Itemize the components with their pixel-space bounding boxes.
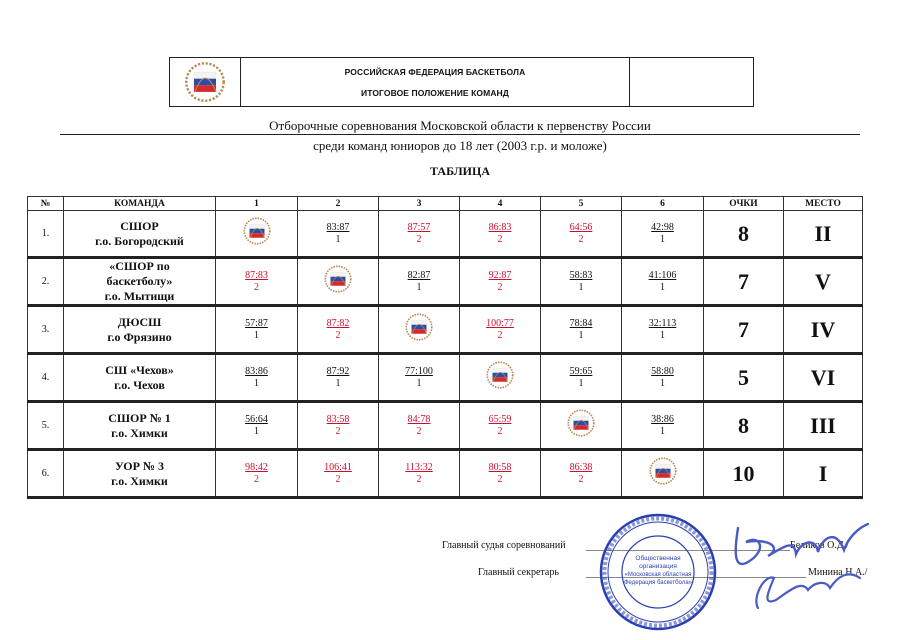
final-place: VI — [784, 354, 863, 402]
header-col-4: 4 — [460, 197, 541, 211]
final-place: I — [784, 450, 863, 498]
federation-logo-icon — [648, 456, 678, 486]
team-name-line: г.о Фрязино — [107, 329, 172, 344]
match-result-cell — [460, 450, 541, 498]
official-stamp-icon — [598, 512, 718, 632]
match-points: 1 — [254, 377, 259, 389]
match-points: 1 — [254, 425, 259, 437]
row-number: 6. — [28, 450, 64, 498]
match-result-cell — [460, 211, 541, 258]
match-points: 2 — [497, 329, 503, 341]
team-name-line: СШ «Чехов» — [105, 362, 174, 377]
match-points: 2 — [497, 281, 503, 293]
table-row — [28, 258, 863, 306]
team-name-line: ДЮСШ — [117, 314, 162, 329]
match-score: 65:59 — [488, 413, 512, 425]
team-name — [64, 354, 216, 402]
match-points: 2 — [335, 329, 341, 341]
match-score: 32:113 — [648, 317, 677, 329]
match-result-cell — [622, 306, 704, 354]
header-title-block — [241, 58, 630, 106]
federation-logo-icon — [183, 60, 227, 104]
team-name-line: баскетболу» — [106, 274, 173, 288]
match-points: 2 — [335, 425, 341, 437]
match-score: 38:86 — [651, 413, 674, 425]
match-score: 59:65 — [569, 365, 593, 377]
match-points: 1 — [660, 233, 665, 245]
federation-logo-icon — [566, 408, 596, 438]
match-result-cell — [541, 306, 622, 354]
match-score: 83:58 — [326, 413, 350, 425]
self-match-cell — [379, 306, 460, 354]
total-points: 8 — [704, 211, 784, 258]
match-score: 86:38 — [569, 461, 593, 473]
match-points: 1 — [660, 329, 665, 341]
match-result-cell — [622, 258, 704, 306]
self-match-cell — [622, 450, 704, 498]
match-points: 1 — [416, 377, 422, 389]
header-col-2: 2 — [298, 197, 379, 211]
match-result-cell — [460, 258, 541, 306]
team-name-line: г.о. Чехов — [114, 377, 165, 392]
match-result-cell — [541, 450, 622, 498]
match-result-cell — [298, 354, 379, 402]
judge-name: Беликов О.Д./ — [790, 540, 849, 551]
self-match-cell — [298, 258, 379, 306]
match-result-cell — [622, 211, 704, 258]
judge-label: Главный судья соревнований — [442, 540, 566, 551]
row-number: 1. — [28, 211, 64, 258]
match-points: 1 — [660, 425, 665, 437]
row-number: 2. — [28, 258, 64, 306]
match-result-cell — [379, 450, 460, 498]
match-points: 2 — [497, 233, 503, 245]
header-empty-cell — [630, 58, 753, 106]
match-score: 58:80 — [651, 365, 674, 377]
row-number: 4. — [28, 354, 64, 402]
final-place: IV — [784, 306, 863, 354]
match-points: 2 — [254, 473, 259, 485]
team-name-line: УОР № 3 — [115, 458, 164, 473]
match-points: 1 — [335, 233, 341, 245]
header-points: ОЧКИ — [704, 197, 784, 211]
header-col-5: 5 — [541, 197, 622, 211]
match-result-cell — [541, 354, 622, 402]
match-score: 87:92 — [326, 365, 350, 377]
table-row — [28, 306, 863, 354]
match-points: 1 — [254, 329, 259, 341]
match-score: 56:64 — [245, 413, 268, 425]
match-points: 1 — [578, 281, 584, 293]
match-result-cell — [379, 258, 460, 306]
match-result-cell — [216, 402, 298, 450]
federation-logo-icon — [485, 360, 515, 390]
final-place: V — [784, 258, 863, 306]
match-result-cell — [622, 402, 704, 450]
team-name — [64, 306, 216, 354]
match-result-cell — [298, 450, 379, 498]
header-place: МЕСТО — [784, 197, 863, 211]
match-result-cell — [216, 354, 298, 402]
title-rule — [60, 134, 860, 135]
competition-title: Отборочные соревнования Московской области к первенству России — [269, 118, 651, 133]
header-line-1: РОССИЙСКАЯ ФЕДЕРАЦИЯ БАСКЕТБОЛА — [344, 66, 526, 77]
federation-logo-icon — [242, 216, 272, 246]
stamp-line-2: организация — [639, 563, 677, 570]
match-points: 2 — [416, 473, 422, 485]
match-points: 2 — [497, 473, 503, 485]
team-name — [64, 211, 216, 258]
match-result-cell — [379, 354, 460, 402]
match-points: 2 — [578, 233, 584, 245]
match-result-cell — [460, 306, 541, 354]
match-points: 1 — [335, 377, 341, 389]
match-result-cell — [298, 402, 379, 450]
match-result-cell — [622, 354, 704, 402]
table-heading: ТАБЛИЦА — [430, 164, 490, 178]
final-place: II — [784, 211, 863, 258]
table-row — [28, 402, 863, 450]
handwritten-signatures-icon — [718, 508, 878, 628]
match-points: 1 — [660, 281, 665, 293]
header-line-2: ИТОГОВОЕ ПОЛОЖЕНИЕ КОМАНД — [361, 87, 509, 98]
match-score: 86:83 — [488, 221, 512, 233]
total-points: 7 — [704, 306, 784, 354]
table-row — [28, 450, 863, 498]
match-score: 58:83 — [569, 269, 593, 281]
match-score: 87:82 — [326, 317, 350, 329]
header-col-1: 1 — [216, 197, 298, 211]
header-box — [169, 57, 754, 107]
match-score: 84:78 — [407, 413, 431, 425]
header-team: КОМАНДА — [64, 197, 216, 211]
match-result-cell — [298, 211, 379, 258]
match-points: 2 — [416, 233, 422, 245]
match-points: 2 — [416, 425, 422, 437]
stamp-line-1: Общественная — [635, 555, 681, 562]
match-score: 113:32 — [405, 461, 433, 473]
secretary-name: Минина Н.А./ — [808, 567, 868, 578]
match-result-cell — [216, 306, 298, 354]
federation-logo-cell — [170, 58, 241, 106]
self-match-cell — [216, 211, 298, 258]
team-name-line: г.о. Богородский — [95, 233, 184, 248]
match-points: 2 — [335, 473, 341, 485]
match-score: 98:42 — [245, 461, 268, 473]
match-score: 83:86 — [245, 365, 268, 377]
match-score: 42:98 — [651, 221, 674, 233]
total-points: 7 — [704, 258, 784, 306]
competition-subtitle: среди команд юниоров до 18 лет (2003 г.р. и моложе) — [313, 138, 607, 153]
team-name-line: г.о. Химки — [111, 425, 168, 440]
stamp-line-3: «Московская областная — [624, 572, 692, 578]
header-col-6: 6 — [622, 197, 704, 211]
match-score: 41:106 — [648, 269, 677, 281]
final-place: III — [784, 402, 863, 450]
team-name — [64, 402, 216, 450]
federation-logo-icon — [404, 312, 434, 342]
match-result-cell — [460, 402, 541, 450]
header-col-3: 3 — [379, 197, 460, 211]
stamp-line-4: Федерация баскетбола» — [623, 580, 693, 586]
standings-table — [27, 196, 863, 499]
table-body — [28, 211, 863, 498]
match-score: 77:100 — [405, 365, 433, 377]
self-match-cell — [460, 354, 541, 402]
secretary-label: Главный секретарь — [478, 567, 559, 578]
team-name-line: СШОР № 1 — [108, 410, 171, 425]
match-result-cell — [541, 258, 622, 306]
team-name-line: г.о. Мытищи — [104, 289, 175, 303]
match-score: 83:87 — [326, 221, 350, 233]
row-number: 5. — [28, 402, 64, 450]
match-points: 2 — [578, 473, 584, 485]
match-score: 106:41 — [324, 461, 352, 473]
match-points: 1 — [660, 377, 665, 389]
team-name-line: СШОР — [120, 218, 159, 233]
team-name — [64, 450, 216, 498]
total-points: 5 — [704, 354, 784, 402]
federation-logo-icon — [323, 264, 353, 294]
table-row — [28, 354, 863, 402]
match-points: 2 — [497, 425, 503, 437]
match-result-cell — [216, 258, 298, 306]
match-result-cell — [541, 211, 622, 258]
self-match-cell — [541, 402, 622, 450]
match-points: 1 — [578, 377, 584, 389]
match-score: 87:83 — [245, 269, 268, 281]
match-points: 1 — [578, 329, 584, 341]
match-score: 64:56 — [569, 221, 593, 233]
total-points: 8 — [704, 402, 784, 450]
match-score: 92:87 — [488, 269, 512, 281]
match-result-cell — [216, 450, 298, 498]
team-name-line: «СШОР по — [109, 259, 170, 273]
match-result-cell — [379, 211, 460, 258]
table-header-row — [28, 197, 863, 211]
header-num: № — [28, 197, 64, 211]
total-points: 10 — [704, 450, 784, 498]
table-row — [28, 211, 863, 258]
match-score: 82:87 — [407, 269, 431, 281]
team-name — [64, 258, 216, 306]
match-result-cell — [379, 402, 460, 450]
match-score: 100:77 — [486, 317, 514, 329]
match-score: 80:58 — [488, 461, 512, 473]
match-score: 78:84 — [569, 317, 593, 329]
match-score: 57:87 — [245, 317, 268, 329]
match-points: 1 — [416, 281, 422, 293]
match-result-cell — [298, 306, 379, 354]
match-score: 87:57 — [407, 221, 431, 233]
match-points: 2 — [254, 281, 259, 293]
row-number: 3. — [28, 306, 64, 354]
team-name-line: г.о. Химки — [111, 473, 168, 488]
